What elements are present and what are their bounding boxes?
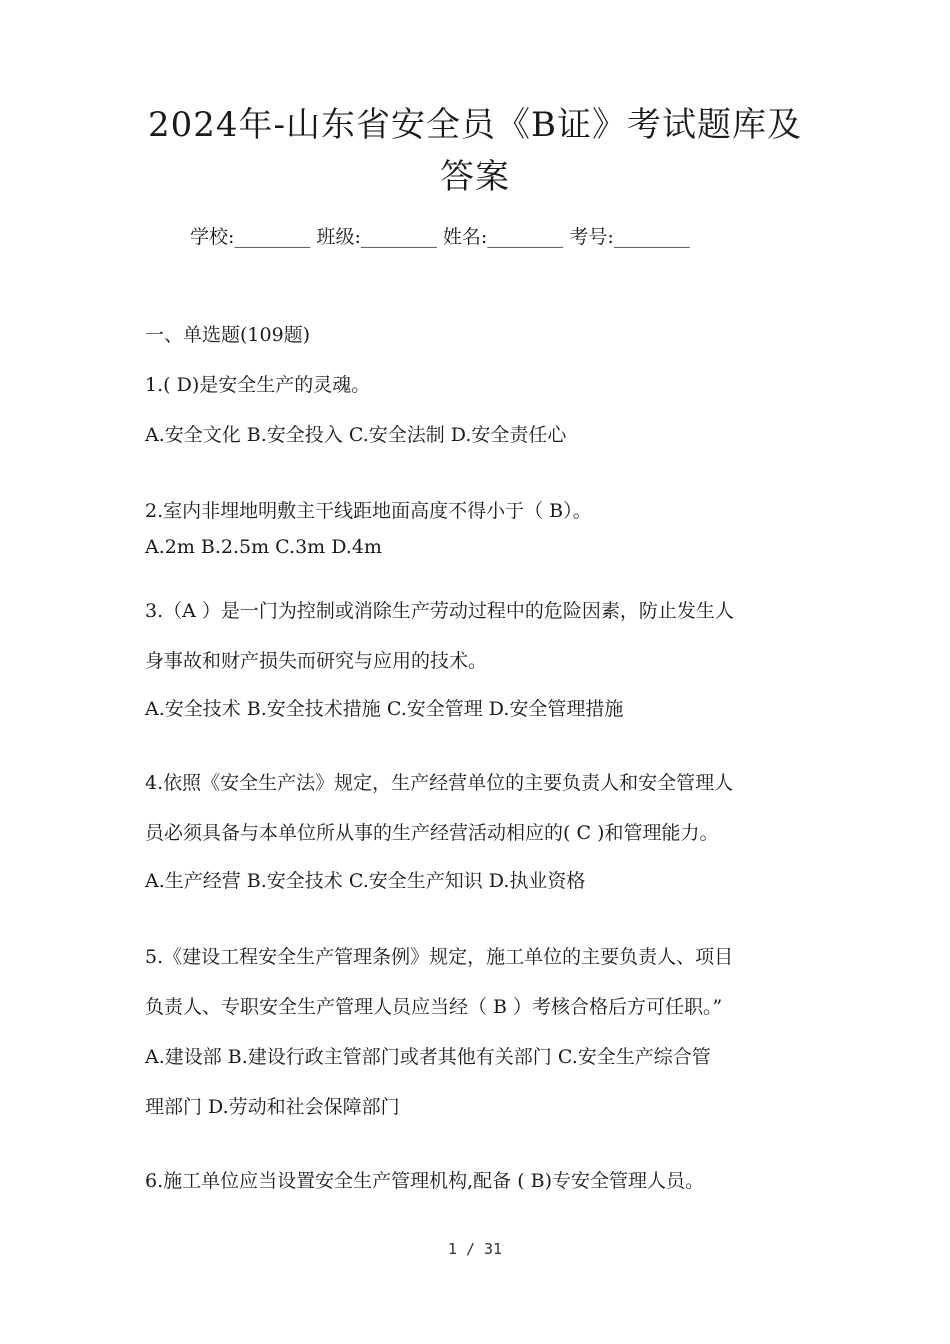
document-title-line1: 2024年-山东省安全员《B证》考试题库及 (148, 105, 802, 145)
question-5-options-line1: A.建设部 B.建设行政主管部门或者其他有关部门 C.安全生产综合管 (145, 1046, 711, 1068)
question-5-text-line1: 5.《建设工程安全生产管理条例》规定，施工单位的主要负责人、项目 (145, 946, 734, 968)
question-3-options: A.安全技术 B.安全技术措施 C.安全管理 D.安全管理措施 (145, 698, 624, 720)
question-1-text: 1.( D)是安全生产的灵魂。 (145, 374, 371, 396)
question-4-text-line2: 员必须具备与本单位所从事的生产经营活动相应的( C )和管理能力。 (145, 822, 719, 844)
question-2-text: 2.室内非埋地明敷主干线距地面高度不得小于（ B）。 (145, 500, 592, 522)
question-4-options: A.生产经营 B.安全技术 C.安全生产知识 D.执业资格 (145, 870, 586, 892)
student-info-line: 学校:________ 班级:________ 姓名:________ 考号:________ (190, 226, 690, 248)
question-1-options: A.安全文化 B.安全投入 C.安全法制 D.安全责任心 (145, 424, 567, 446)
question-4-text-line1: 4.依照《安全生产法》规定，生产经营单位的主要负责人和安全管理人 (145, 772, 734, 794)
document-title-line2: 答案 (440, 157, 510, 197)
section-heading: 一、单选题(109题) (145, 324, 311, 346)
question-6-text: 6.施工单位应当设置安全生产管理机构,配备 ( B)专安全管理人员。 (145, 1170, 705, 1192)
page-number: 1 / 31 (447, 1240, 503, 1258)
question-3-text-line1: 3.（A ）是一门为控制或消除生产劳动过程中的危险因素，防止发生人 (145, 600, 734, 622)
question-5-text-line2: 负责人、专职安全生产管理人员应当经（ B ）考核合格后方可任职。” (145, 996, 723, 1018)
question-3-text-line2: 身事故和财产损失而研究与应用的技术。 (145, 650, 488, 672)
question-2-options: A.2m B.2.5m C.3m D.4m (145, 536, 382, 558)
question-5-options-line2: 理部门 D.劳动和社会保障部门 (145, 1096, 400, 1118)
